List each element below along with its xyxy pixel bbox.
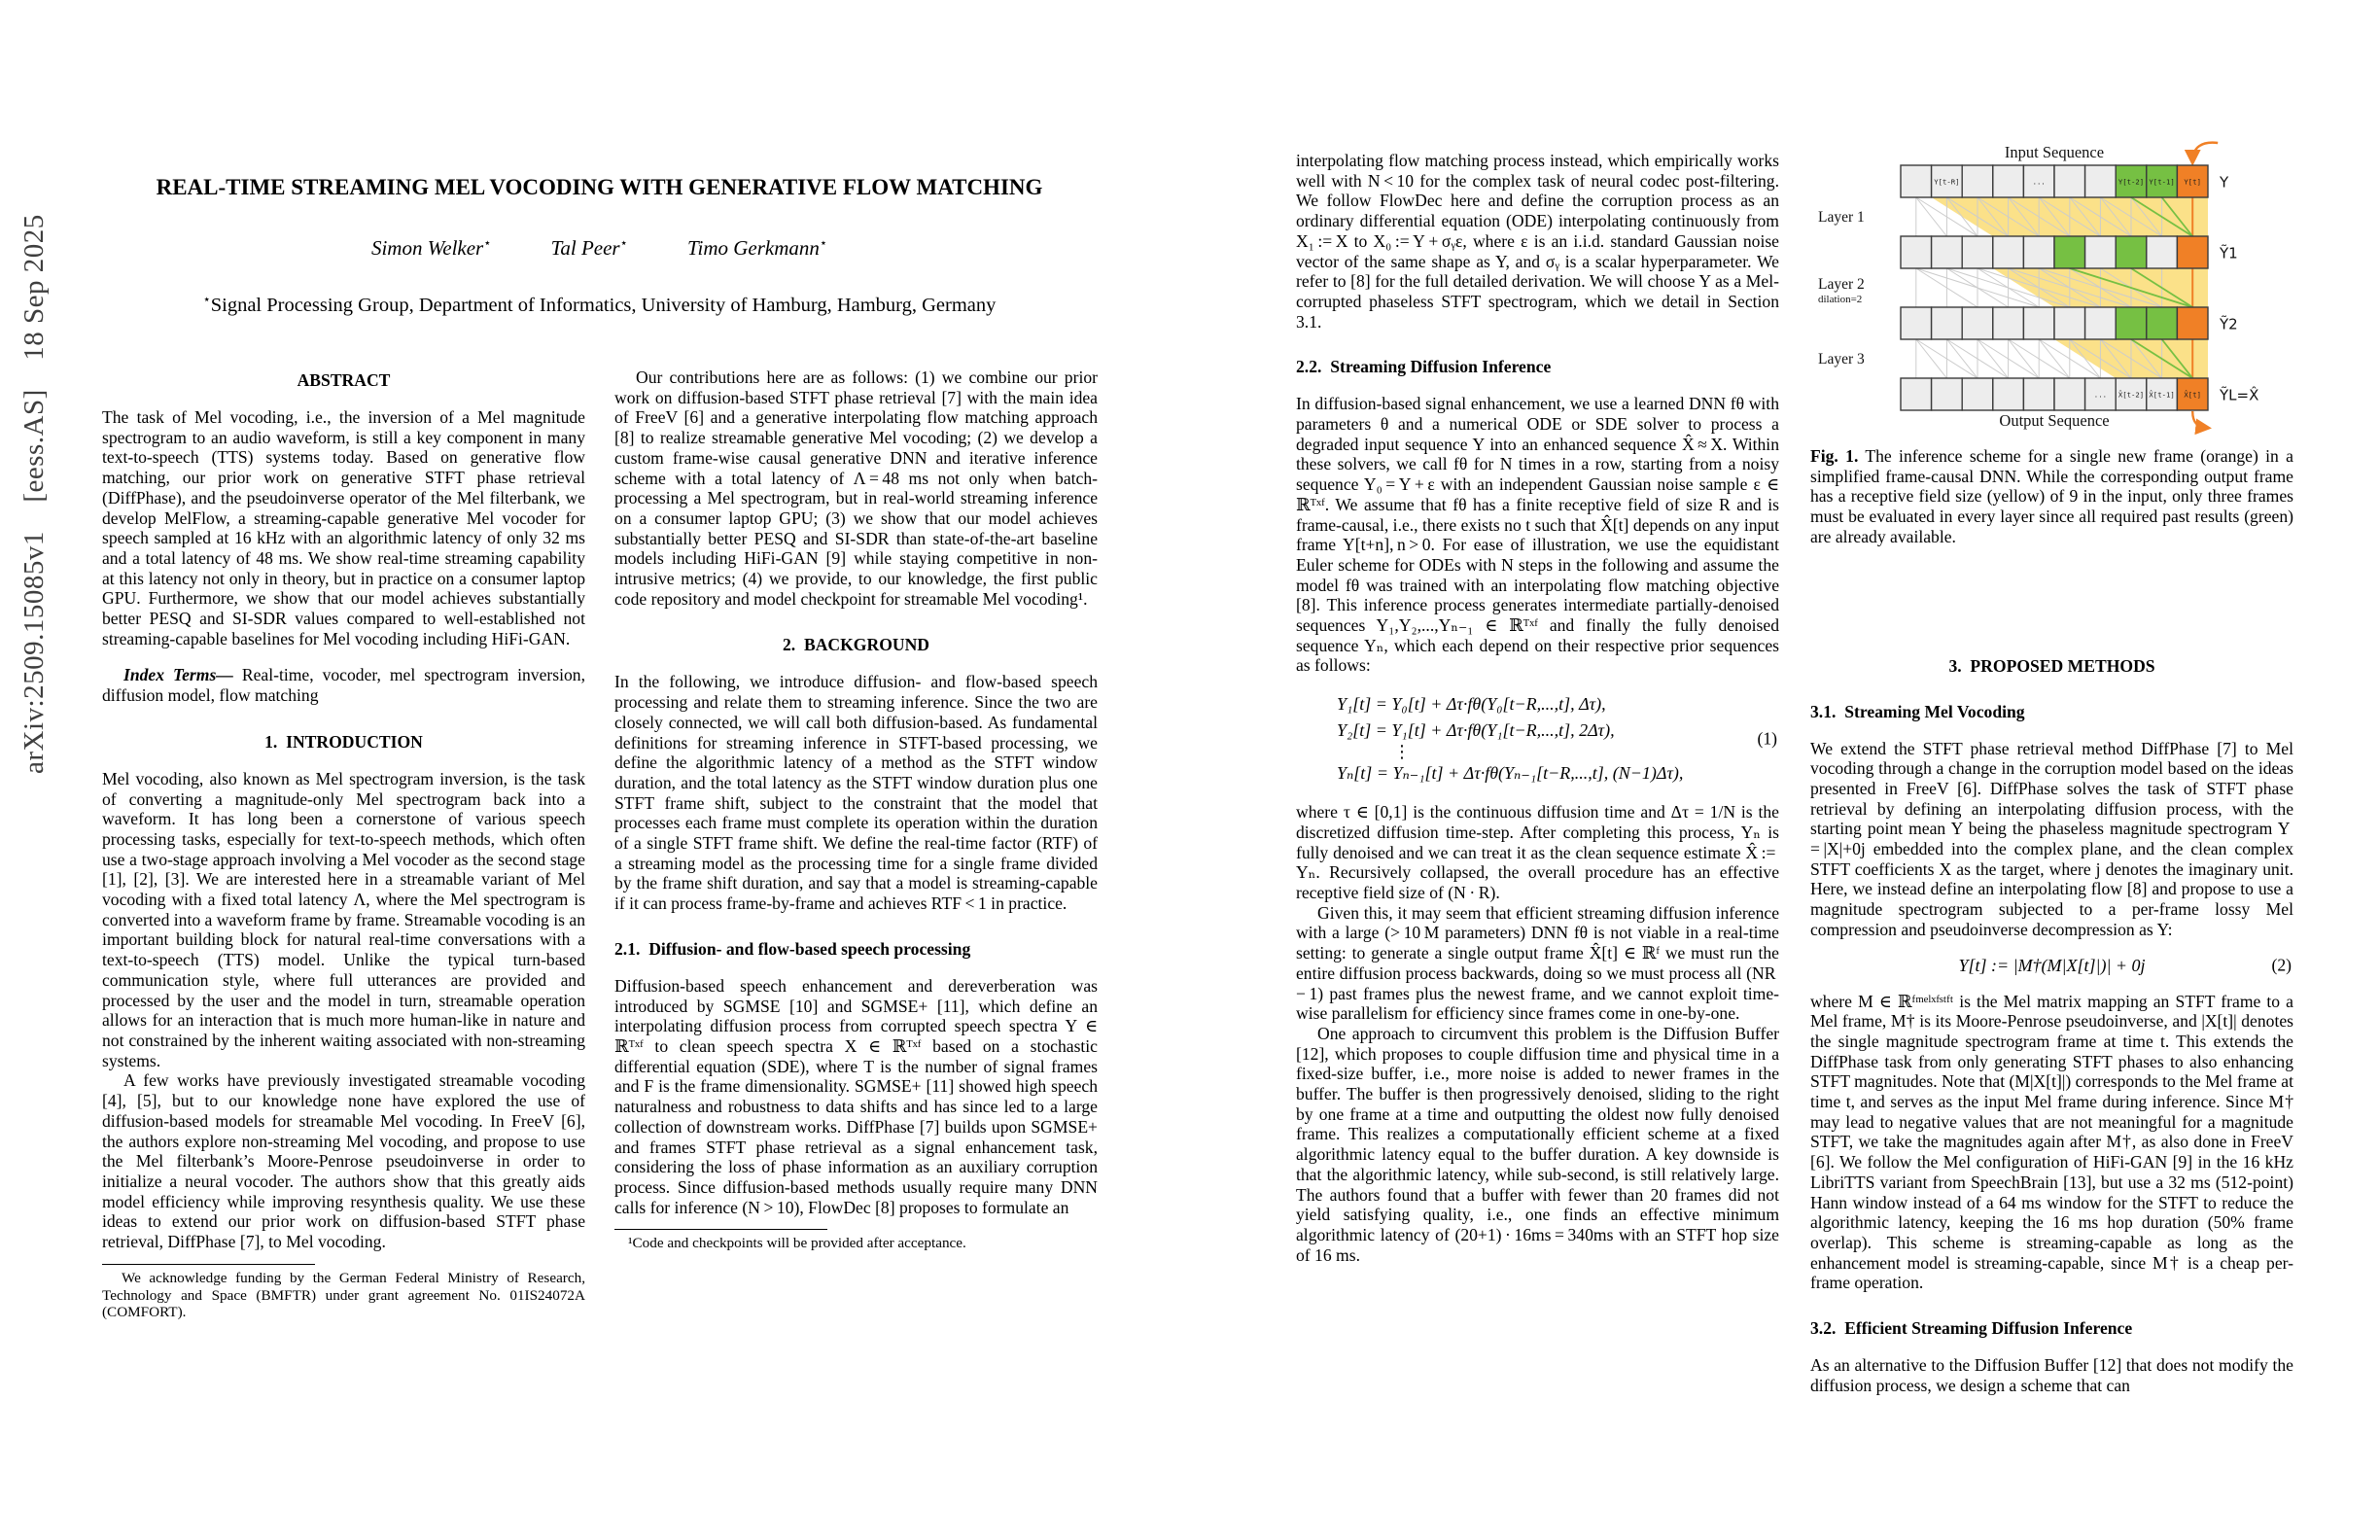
page2-column1 (1296, 151, 1779, 1265)
page1-column2 (614, 368, 1098, 1252)
figure-cell-label: ... (2032, 177, 2046, 187)
equation-2 (1810, 956, 2293, 976)
figure-cell (2177, 307, 2208, 339)
figure-cell (1932, 307, 1963, 339)
figure-cell-label: X̂[t] (2184, 390, 2201, 400)
connection-line (1916, 339, 1947, 378)
figure-cell (2023, 307, 2054, 339)
figure-cell (2085, 165, 2117, 197)
section-3-1-paragraph-1: We extend the STFT phase retrieval method DiffPhase [7] to Mel vocoding through a change in the corruption model based on the ideas presented in FreeV [6]. DiffPhase solves the task of STFT phase retrieval by defining an interpolating diffusion process, with the starting point mean Y being the phaseless magnitude spectrogram Y = |X|+0j embedded into the complex plane, and the clean complex STFT coefficients X as the target, where j denotes the imaginary unit. Here, we instead define an interpolating flow [8] and propose to use a magnitude spectrogram subjected to a per-frame lossy Mel compression and pseudoinverse decompression as Y: (1810, 738, 2293, 939)
layer-dilation-note: dilation=2 (1818, 294, 1863, 305)
figure-1-caption-label: Fig. 1. (1810, 446, 1859, 466)
figure-cell (1962, 307, 1993, 339)
flowdec-paragraph: interpolating flow matching process instead, which empirically works well with N < 10 for the complex task of neural codec post-filtering. We follow FlowDec here and define the corruption process as an ordinary differential equation (ODE) interpolating continuously from X₁ := X to X₀ := Y + σᵧε, where ε is an i.i.d. standard Gaussian noise vector of the same shape as Y, and σᵧ is a scalar hyperparameter. We refer to [8] for the full detailed derivation. We will choose Y as a Mel-corrupted phaseless STFT spectrogram, which we detail in Section 3.1. (1296, 151, 1779, 332)
equation-2-number: (2) (2271, 955, 2292, 975)
intro-paragraph-2: A few works have previously investigated streamable vocoding [4], [5], but to our knowledge none have explored the use of diffusion-based models for streamable Mel vocoding. In FreeV [6], the authors explore non-streaming Mel vocoding, and propose to use the Mel filterbank’s Moore-Penrose pseudoinverse in order to initialize a neural vocoder. The authors show that this greatly aids model efficiency while improving resynthesis quality. We use these ideas to extend our prior work on diffusion-based STFT phase retrieval, DiffPhase [7], to Mel vocoding. (102, 1070, 585, 1252)
section-3-1-paragraph-2: where M ∈ ℝᶠᵐᵉˡˣᶠˢᵗᶠᵗ is the Mel matrix mapping an STFT frame to a Mel frame, M† is its Moore-Penrose pseudoinverse, and |X[t]| denotes the single magnitude spectrogram frame at time t. This extends the DiffPhase task from only generating STFT phases to also enhancing STFT magnitudes. Note that (M|X[t]|) corresponds to the Mel frame at time t, and serves as the input Mel frame during inference. Since M† may lead to negative values that are not meaningful for a magnitude STFT, we take the magnitudes again after M†, as also done in FreeV [6]. We follow the Mel configuration of HiFi-GAN [9] in the 16 kHz LibriTTS variant from SpeechBrain [13], but use a 32 ms (512-point) Hann window instead of a 64 ms window for the STFT to reduce the algorithmic latency, keeping the 16 ms hop duration (50% frame overlap). This scheme is streaming-capable as long as the enhancement model is streaming-capable, since M† is a cheap per-frame operation. (1810, 991, 2293, 1293)
layer-label: Layer 3 (1818, 351, 1865, 368)
section-3-2-paragraph-1: As an alternative to the Diffusion Buffer [12] that does not modify the diffusion process, we design a scheme that can (1810, 1355, 2293, 1395)
section-1-heading: 1. INTRODUCTION (264, 731, 423, 752)
section-2-2-paragraph-2: where τ ∈ [0,1] is the continuous diffusion time and Δτ = 1/N is the discretized diffusion time-step. After completing this process, Yₙ is fully denoised and we can treat it as the clean sequence estimate X̂ := Yₙ. Recursively collapsed, the overall procedure has an effective receptive field size of (N · R). (1296, 802, 1779, 902)
figure-1-caption: Fig. 1. The inference scheme for a single new frame (orange) in a simplified frame-causal DNN. While the corresponding output frame has a receptive field size (yellow) of 9 in the input, only three frames must be evaluated in every layer since all required past results (green) are already available. (1810, 446, 2293, 546)
funding-footnote: We acknowledge funding by the German Federal Ministry of Research, Technology and Space (BMFTR) under grant agreement No. 01IS24072A (COMFORT). (102, 1269, 585, 1321)
figure-cell-label: Y[t] (2184, 177, 2201, 187)
section-2-2-paragraph-3: Given this, it may seem that efficient streaming diffusion inference with a large (> 10 M parameters) DNN fθ is not viable in a real-time setting: to generate a single output frame X̂[t] ∈ ℝᶠ we must run the entire diffusion process backwards, doing so we must process all (NR − 1) past frames plus the newest frame, and we cannot exploit time-wise parallelism for efficiency since frames come in one-by-one. (1296, 902, 1779, 1024)
paper-header (102, 175, 1097, 317)
abstract-text: The task of Mel vocoding, i.e., the inversion of a Mel magnitude spectrogram to an audio waveform, is still a key component in many text-to-speech (TTS) systems today. Based on generative flow matching, our prior work on generative STFT phase retrieval (DiffPhase), and the pseudoinverse operator of the Mel filterbank, we develop MelFlow, a streaming-capable generative Mel vocoder for speech sampled at 16 kHz with an algorithmic latency of only 32 ms and a total latency of 48 ms. We show real-time streaming capability at this latency not only in theory, but in practice on a consumer laptop GPU. Furthermore, we show that our model achieves substantially better PESQ and SI-SDR values compared to well-established not streaming-capable baselines for Mel vocoding including HiFi-GAN. (102, 407, 585, 648)
figure-cell (1962, 236, 1993, 268)
connection-line (1946, 339, 1978, 378)
figure-cell (1993, 378, 2024, 410)
figure-cell (2023, 236, 2054, 268)
figure-cell (2116, 236, 2147, 268)
page1-column1 (102, 370, 585, 1321)
index-terms: Index Terms— Real-time, vocoder, mel spectrogram inversion, diffusion model, flow matching (102, 665, 585, 706)
figure-cell (2023, 378, 2054, 410)
layer-label: Layer 2 (1818, 276, 1865, 293)
figure-cell (2085, 236, 2117, 268)
figure-cell (2054, 378, 2085, 410)
background-paragraph: In the following, we introduce diffusion- and flow-based speech processing and relate them to streaming inference. Since the two are closely connected, we will call both diffusion-based. As fundamental definitions for streaming inference in STFT-based processing, we define the algorithmic latency of a method as the STFT window duration, and the total latency as the STFT window duration plus one STFT frame shift, subject to the constraint that the model that processes each frame must complete its operation within the duration of a single STFT frame shift. We define the real-time factor (RTF) of a streaming model as the processing time for a single frame divided by the frame shift duration, and say that a model is streaming-capable if it can process frame-by-frame and achieves RTF < 1 in practice. (614, 672, 1098, 914)
code-footnote: ¹Code and checkpoints will be provided after acceptance. (628, 1235, 966, 1252)
paper-title: REAL-TIME STREAMING MEL VOCODING WITH GENERATIVE FLOW MATCHING (156, 175, 1043, 199)
figure-cell-label: ... (2093, 390, 2107, 400)
figure-cell (1901, 307, 1932, 339)
figure-cell (2054, 236, 2085, 268)
equation-1-vdots: ⋮ (1393, 742, 1411, 762)
figure-cell (1993, 307, 2024, 339)
equation-2-body: Y[t] := |M†(M|X[t]|)| + 0j (1958, 955, 2146, 975)
author-1: Simon Welker⋆ (370, 235, 492, 260)
figure-cell (1901, 236, 1932, 268)
equation-1 (1296, 691, 1779, 787)
figure-cell (2147, 236, 2178, 268)
author-2-marker: ⋆ (619, 235, 628, 250)
author-list (102, 235, 1097, 261)
figure-cell (2147, 307, 2178, 339)
connection-line (1978, 339, 2009, 378)
equation-1-number: (1) (1757, 728, 1777, 749)
arxiv-stamp: arXiv:2509.15085v1 [eess.AS] 18 Sep 2025 (18, 214, 50, 774)
figure-cell (2177, 236, 2208, 268)
author-2: Tal Peer⋆ (550, 235, 628, 260)
equation-1-line-1: Y₁[t] = Y₀[t] + Δτ·fθ(Y₀[t−R,...,t], Δτ), (1337, 694, 1606, 715)
footnote-rule (614, 1229, 827, 1230)
figure-cell-label: X̂[t-2] (2118, 390, 2145, 400)
section-2-heading: 2. BACKGROUND (782, 635, 930, 655)
figure-row-label: ỸL=X̂ (2220, 386, 2259, 404)
figure-cell (1932, 378, 1963, 410)
abstract-heading: ABSTRACT (297, 370, 391, 390)
author-3-marker: ⋆ (819, 235, 828, 250)
output-sequence-label: Output Sequence (1999, 411, 2110, 430)
figure-cell (2054, 165, 2085, 197)
new-frame-arrow-icon (2192, 143, 2218, 161)
intro-paragraph-1: Mel vocoding, also known as Mel spectrogram inversion, is the task of converting a magnitude-only Mel spectrogram back into a waveform. It has long been a cornerstone of various speech processing tasks, especially for text-to-speech methods, which often use a two-stage approach involving a Mel vocoder as the second stage [1], [2], [3]. We are interested here in a streamable variant of Mel vocoding with a fixed total latency Λ, where the Mel spectrogram is converted into a waveform frame by frame. Streamable vocoding is an important building block for natural real-time conversations with a text-to-speech (TTS) model. Unlike the typical turn-based communication style, where full utterances are provided and processed by the user and the model in turn, streamable operation allows for an interaction that is much more human-like in nature and not constrained by the inherent waiting associated with non-streaming systems. (102, 768, 585, 1070)
contributions-paragraph: Our contributions here are as follows: (1) we combine our prior work on diffusion-based STFT phase retrieval [7] with the main idea of FreeV [6] and a generative interpolating flow matching approach [8] to realize streamable generative Mel vocoding; (2) we develop a custom frame-wise causal generative DNN and iterative inference scheme with a total latency of Λ = 48 ms not only when batch-processing a Mel spectrogram, but in real-world streaming inference on a consumer laptop GPU; (3) we show that our model achieves substantially better PESQ and SI-SDR than state-of-the-art baseline models including HiFi-GAN [9] while staying competitive in non-intrusive metrics; (4) we provide, to our knowledge, the first public code repository and model checkpoint for streamable Mel vocoding¹. (614, 368, 1098, 609)
inference-scheme-diagram (1810, 139, 2293, 435)
layer-label: Layer 1 (1818, 209, 1865, 226)
figure-row-label: Ỹ1 (2220, 244, 2238, 262)
section-3-heading: 3. PROPOSED METHODS (1948, 655, 2155, 676)
figure-cell (2054, 307, 2085, 339)
figure-cell (1962, 378, 1993, 410)
figure-cell (1993, 165, 2024, 197)
figure-cell (2116, 307, 2147, 339)
page2-column2 (1810, 139, 2293, 1396)
figure-cell-label: Y[t-1] (2149, 177, 2175, 187)
figure-cell-label: X̂[t-1] (2149, 390, 2175, 400)
figure-cell (1901, 165, 1932, 197)
equation-1-line-2: Y₂[t] = Y₁[t] + Δτ·fθ(Y₁[t−R,...,t], 2Δτ), (1337, 720, 1615, 741)
index-terms-label: Index Terms— (123, 665, 233, 685)
figure-cell (1962, 165, 1993, 197)
section-3-1-heading: 3.1. Streaming Mel Vocoding (1810, 701, 2025, 721)
figure-row-label: Ỹ2 (2220, 315, 2238, 333)
figure-cell-label: Y[t-R] (1934, 177, 1960, 187)
figure-cell (1901, 378, 1932, 410)
output-frame-arrow-icon (2192, 411, 2207, 428)
figure-cell-label: Y[t-2] (2118, 177, 2145, 187)
figure-row-label: Y (2220, 173, 2229, 192)
author-1-marker: ⋆ (483, 235, 492, 250)
figure-cell (2085, 307, 2117, 339)
section-2-2-heading: 2.2. Streaming Diffusion Inference (1296, 357, 1552, 377)
figure-cell (1993, 236, 2024, 268)
affiliation-marker: ⋆ (202, 292, 211, 306)
figure-1 (1810, 139, 2293, 435)
section-3-2-heading: 3.2. Efficient Streaming Diffusion Inference (1810, 1318, 2133, 1339)
author-3: Timo Gerkmann⋆ (687, 235, 828, 260)
section-2-2-paragraph-1: In diffusion-based signal enhancement, we use a learned DNN fθ with parameters θ and a numerical ODE or SDE solver to process a degraded input sequence Y into an enhanced sequence X̂ ≈ X. Within these solvers, we call fθ for N times in a row, starting from a noisy sequence Y₀ = Y + ε with an independent Gaussian noise sample ε ∈ ℝᵀˣᶠ. We assume that fθ has a finite receptive field of size R and is frame-causal, i.e., there exists no t such that X̂[t] depends on any input frame Y[t+n], n > 0. For ease of illustration, we use the equidistant Euler scheme for ODEs with N steps in the following and assume the model fθ was trained with an interpolating flow matching objective [8]. This inference process generates intermediate partially-denoised sequences Y₁,Y₂,...,Yₙ₋₁ ∈ ℝᵀˣᶠ and finally the fully denoised sequence Yₙ, which each depend on their respective prior sequences as follows: (1296, 394, 1779, 676)
input-sequence-label: Input Sequence (2004, 143, 2105, 161)
connection-line (2009, 339, 2040, 378)
footnote-rule (102, 1264, 315, 1265)
affiliation: ⋆Signal Processing Group, Department of Informatics, University of Hamburg, Hamburg, Germany (202, 292, 997, 316)
equation-1-line-3: Yₙ[t] = Yₙ₋₁[t] + Δτ·fθ(Yₙ₋₁[t−R,...,t], (N−1)Δτ), (1337, 763, 1684, 784)
section-2-1-paragraph: Diffusion-based speech enhancement and dereverberation was introduced by SGMSE [10] and SGMSE+ [11], which define an interpolating diffusion process from corrupted speech spectra Y ∈ ℝᵀˣᶠ to clean speech spectra X ∈ ℝᵀˣᶠ based on a stochastic differential equation (SDE), where T is the number of signal frames and F is the frame dimensionality. SGMSE+ [11] showed high speech naturalness and robustness to data shifts and has since led to a large collection of downstream works. DiffPhase [7] builds upon SGMSE+ and frames STFT phase retrieval as a signal enhancement task, considering the loss of phase information as an auxiliary corruption process. Since diffusion-based methods usually require many DNN calls for inference (N > 10), FlowDec [8] proposes to formulate an (614, 975, 1098, 1217)
section-2-2-paragraph-4: One approach to circumvent this problem is the Diffusion Buffer [12], which proposes to couple diffusion time and physical time in a fixed-size buffer, i.e., more noise is added to newer frames in the buffer. The buffer is then progressively denoised, sliding to the right by one frame at a time and outputting the oldest now fully denoised frame. This realizes a computationally efficient scheme at a fixed algorithmic latency equal to the buffer duration. A key downside is that the algorithmic latency, while sub-second, is still relatively large. The authors found that a buffer with fewer than 20 frames did not yield satisfying quality, i.e., one finds an effective minimum algorithmic latency of (20+1) · 16ms = 340ms with an STFT hop size of 16 ms. (1296, 1023, 1779, 1265)
figure-cell (1932, 236, 1963, 268)
section-2-1-heading: 2.1. Diffusion- and flow-based speech processing (614, 938, 971, 959)
